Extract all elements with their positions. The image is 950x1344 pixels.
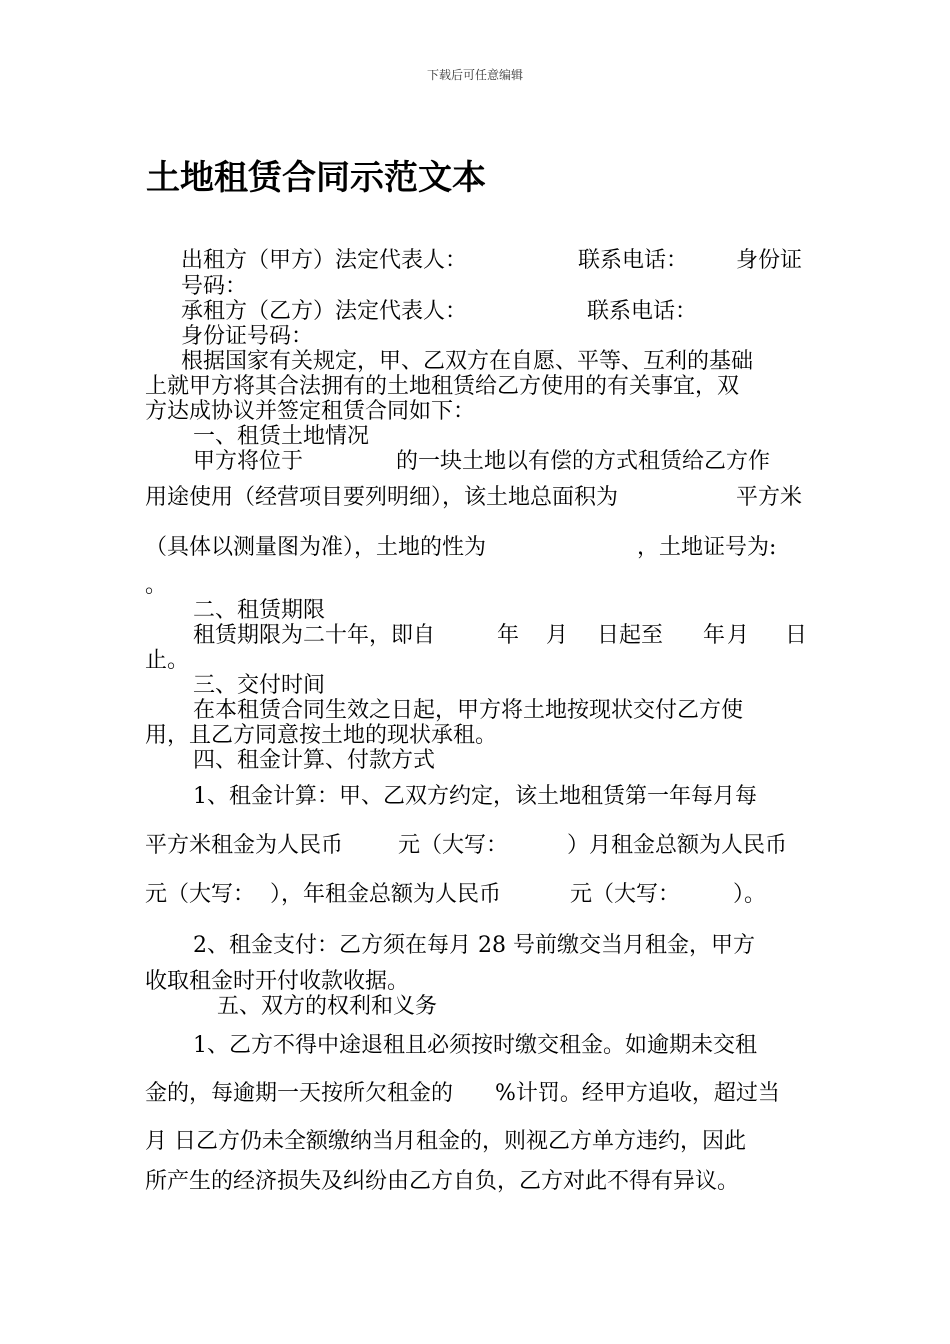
- contract-text-line: 年: [497, 623, 520, 648]
- contract-text-line: 三、交付时间: [193, 673, 326, 698]
- contract-text-line: ）。: [733, 882, 767, 907]
- contract-text-line: 收取租金时开付收款收据。: [145, 969, 410, 994]
- document-title: 土地租赁合同示范文本: [146, 158, 486, 198]
- contract-text-line: ，土地证号为:: [637, 535, 777, 560]
- contract-text-line: 所产生的经济损失及纠纷由乙方自负，乙方对此不得有异议。: [145, 1169, 740, 1194]
- contract-text-line: 在本租赁合同生效之日起，甲方将土地按现状交付乙方使: [193, 698, 744, 723]
- contract-text-line: 1、租金计算：甲、乙双方约定，该土地租赁第一年每月每: [193, 784, 757, 809]
- contract-text-line: 2、租金支付：乙方须在每月 28 号前缴交当月租金，甲方: [193, 933, 755, 958]
- contract-text-line: 元（大写：: [145, 882, 256, 907]
- contract-text-line: 平方米: [736, 485, 803, 510]
- contract-text-line: 甲方将位于: [193, 449, 304, 474]
- contract-text-line: 的一块土地以有偿的方式租赁给乙方作: [396, 449, 771, 474]
- contract-text-line: 。: [145, 573, 168, 598]
- contract-text-line: 1、乙方不得中途退租且必须按时缴交租金。如逾期未交租: [193, 1033, 757, 1058]
- contract-text-line: 月 日乙方仍未全额缴纳当月租金的，则视乙方单方违约，因此: [145, 1129, 746, 1154]
- contract-text-line: 四、租金计算、付款方式: [193, 748, 436, 773]
- contract-text-line: ），年租金总额为人民币: [270, 882, 502, 907]
- contract-text-line: 身份证号码：: [181, 324, 314, 349]
- contract-text-line: 日起至: [597, 623, 664, 648]
- contract-text-line: %计罚。经甲方追收，超过当: [495, 1081, 780, 1106]
- contract-text-line: 元（大写：: [570, 882, 681, 907]
- contract-text-line: （具体以测量图为准），土地的性为: [145, 535, 487, 560]
- contract-text-line: 元（大写：: [398, 833, 509, 858]
- contract-text-line: 二、租赁期限: [193, 598, 326, 623]
- contract-text-line: ）月租金总额为人民币: [567, 833, 788, 858]
- header-note: 下载后可任意编辑: [426, 68, 523, 82]
- contract-text-line: 五、双方的权利和义务: [217, 994, 438, 1019]
- contract-text-line: 身份证: [736, 248, 803, 273]
- contract-text-line: 月: [546, 623, 569, 648]
- contract-text-line: 金的，每逾期一天按所欠租金的: [145, 1081, 454, 1106]
- contract-text-line: 用途使用（经营项目要列明细），该土地总面积为: [145, 485, 619, 510]
- contract-text-line: 联系电话：: [578, 248, 689, 273]
- contract-text-line: 日: [785, 623, 808, 648]
- contract-text-line: 一、租赁土地情况: [193, 424, 370, 449]
- contract-text-line: 年: [703, 623, 726, 648]
- contract-text-line: 上就甲方将其合法拥有的土地租赁给乙方使用的有关事宜，双: [145, 374, 740, 399]
- contract-text-line: 止。: [145, 648, 190, 673]
- contract-text-line: 用，且乙方同意按土地的现状承租。: [145, 723, 498, 748]
- contract-text-line: 方达成协议并签定租赁合同如下：: [145, 399, 476, 424]
- contract-text-line: 号码：: [181, 274, 248, 299]
- contract-text-line: 联系电话：: [587, 299, 698, 324]
- contract-text-line: 月: [727, 623, 750, 648]
- contract-text-line: 承租方（乙方）法定代表人：: [181, 299, 468, 324]
- contract-text-line: 租赁期限为二十年，即自: [193, 623, 436, 648]
- contract-text-line: 平方米租金为人民币: [145, 833, 344, 858]
- contract-text-line: 根据国家有关规定，甲、乙双方在自愿、平等、互利的基础: [181, 349, 754, 374]
- contract-text-line: 出租方（甲方）法定代表人：: [181, 248, 468, 273]
